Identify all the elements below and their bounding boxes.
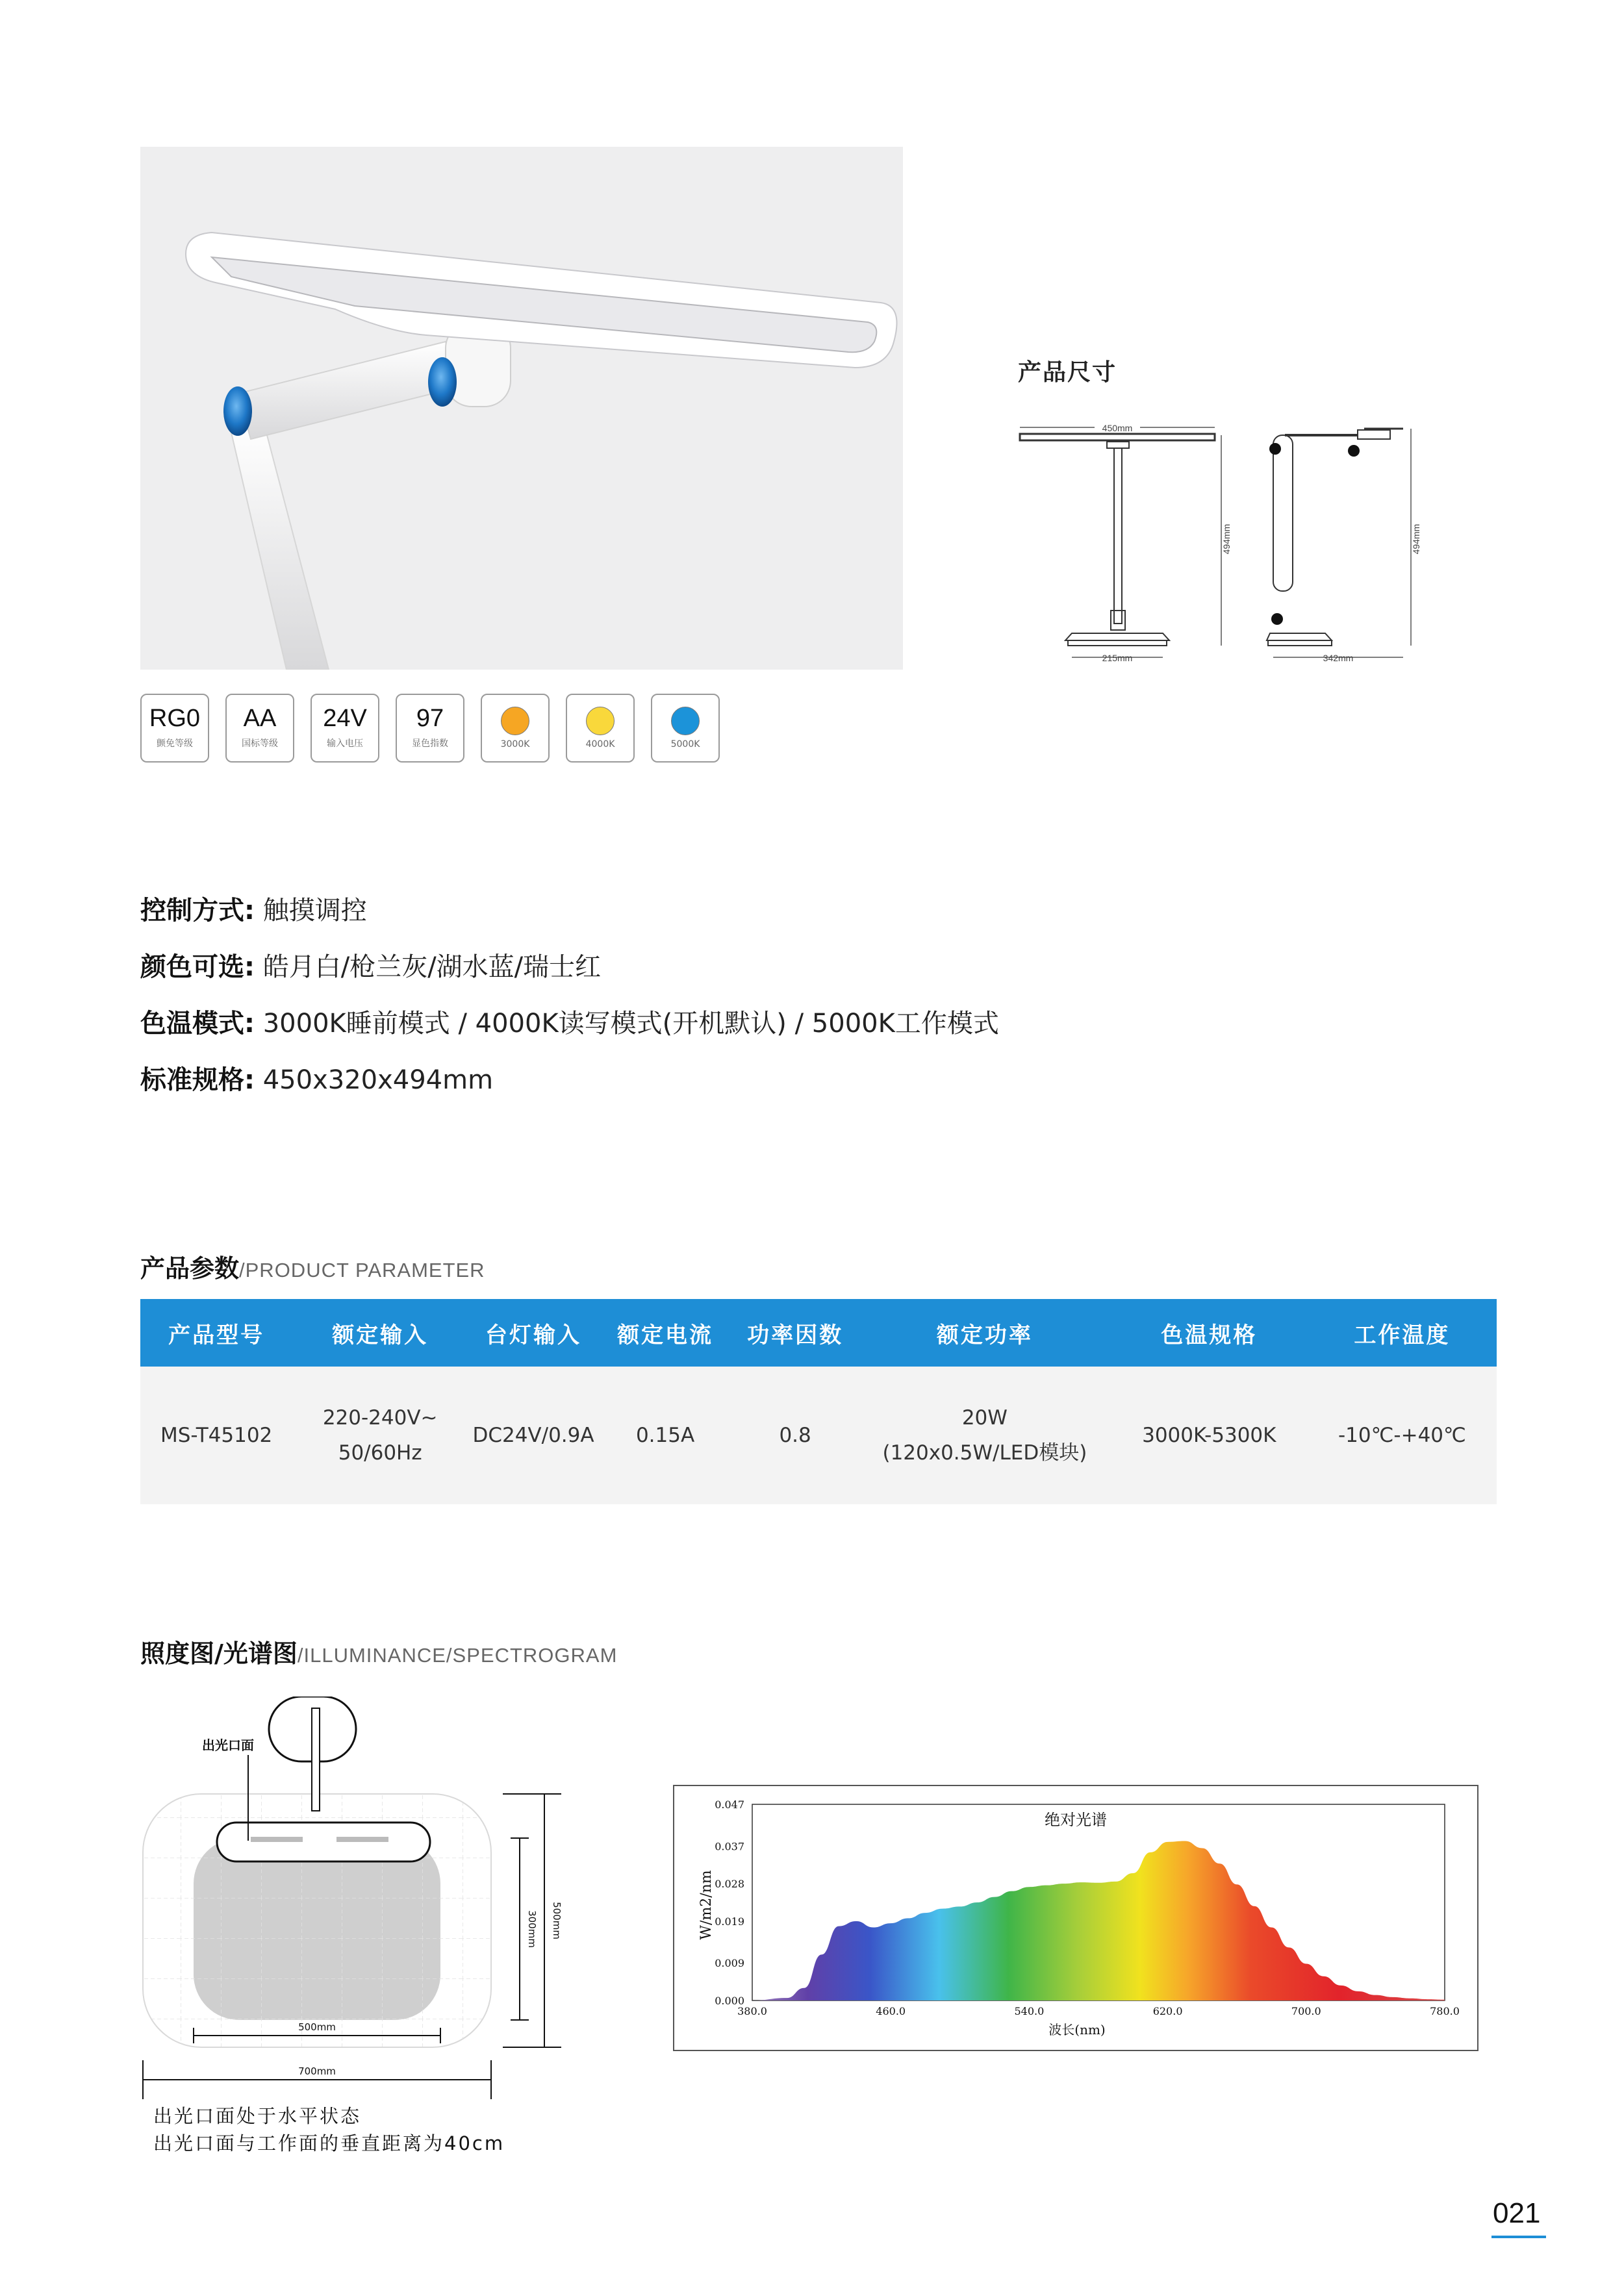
- dim-height-front: 494mm: [1221, 524, 1232, 555]
- badge-5000k: 5000K: [651, 694, 720, 763]
- params-title: 产品参数/PRODUCT PARAMETER: [140, 1254, 485, 1283]
- badge-4000k: 4000K: [566, 694, 635, 763]
- note-horizontal: 出光口面处于水平状态: [153, 2105, 362, 2127]
- y-tick-label: 0.037: [715, 1840, 744, 1853]
- dim-width: 450mm: [1102, 423, 1133, 433]
- badge-rg0: RG0 颤免等级: [140, 694, 209, 763]
- x-axis-label: 波长(nm): [1048, 2022, 1106, 2037]
- x-tick-label: 380.0: [737, 2005, 767, 2017]
- illuminance-diagram: [140, 1697, 582, 2102]
- table-row: MS-T45102 220-240V~ 50/60Hz DC24V/0.9A 0.15A 0.8 20W (120x0.5W/LED模块) 3000K-5300K -10℃-+40℃: [140, 1367, 1497, 1504]
- color-dot-icon: [501, 707, 529, 735]
- dim-500-vertical: 500mm: [551, 1902, 563, 1939]
- spec-dimensions: 标准规格: 450x320x494mm: [140, 1065, 494, 1095]
- y-tick-label: 0.000: [715, 1995, 744, 2007]
- note-distance: 出光口面与工作面的垂直距离为40cm: [153, 2132, 505, 2154]
- chart-title: 绝对光谱: [1045, 1811, 1107, 1829]
- badge-cri: 97 显色指数: [396, 694, 464, 763]
- y-tick-label: 0.009: [715, 1957, 744, 1970]
- x-tick-label: 780.0: [1430, 2005, 1460, 2017]
- spec-temp-modes: 色温模式: 3000K睡前模式 / 4000K读写模式(开机默认) / 5000K工作模式: [140, 1009, 999, 1039]
- y-axis-label: W/m2/nm: [698, 1870, 715, 1940]
- product-photo: [140, 147, 903, 670]
- spectrum-chart: [673, 1785, 1478, 2054]
- dim-300: 300mm: [526, 1910, 538, 1948]
- badge-24v: 24V 输入电压: [311, 694, 379, 763]
- page-number: 021: [1493, 2197, 1541, 2229]
- y-tick-label: 0.047: [715, 1798, 744, 1811]
- emit-label: 出光口面: [202, 1737, 254, 1753]
- table-header-row: 产品型号 额定输入 台灯输入 额定电流 功率因数 额定功率 色温规格 工作温度: [140, 1299, 1497, 1367]
- x-tick-label: 700.0: [1291, 2005, 1321, 2017]
- dim-500-horizontal: 500mm: [298, 2021, 336, 2033]
- color-dot-icon: [671, 707, 700, 735]
- params-table: [140, 1299, 1497, 1504]
- badge-3000k: 3000K: [481, 694, 550, 763]
- dim-700: 700mm: [298, 2065, 336, 2077]
- dim-height-side: 494mm: [1411, 524, 1421, 555]
- size-title: 产品尺寸: [1018, 359, 1117, 386]
- spec-colors: 颜色可选: 皓月白/枪兰灰/湖水蓝/瑞士红: [140, 952, 602, 982]
- dim-base-width: 215mm: [1102, 653, 1133, 663]
- spec-control: 控制方式: 触摸调控: [140, 896, 367, 926]
- page-number-underline: [1491, 2236, 1546, 2238]
- x-tick-label: 620.0: [1152, 2005, 1183, 2017]
- dimension-drawing: [1013, 416, 1429, 672]
- x-tick-label: 540.0: [1014, 2005, 1045, 2017]
- y-tick-label: 0.028: [715, 1878, 744, 1891]
- badge-aa: AA 国标等级: [225, 694, 294, 763]
- dim-depth: 342mm: [1323, 653, 1354, 663]
- y-tick-label: 0.019: [715, 1915, 744, 1928]
- x-tick-label: 460.0: [876, 2005, 906, 2017]
- color-dot-icon: [586, 707, 615, 735]
- illum-title: 照度图/光谱图/ILLUMINANCE/SPECTROGRAM: [140, 1639, 618, 1668]
